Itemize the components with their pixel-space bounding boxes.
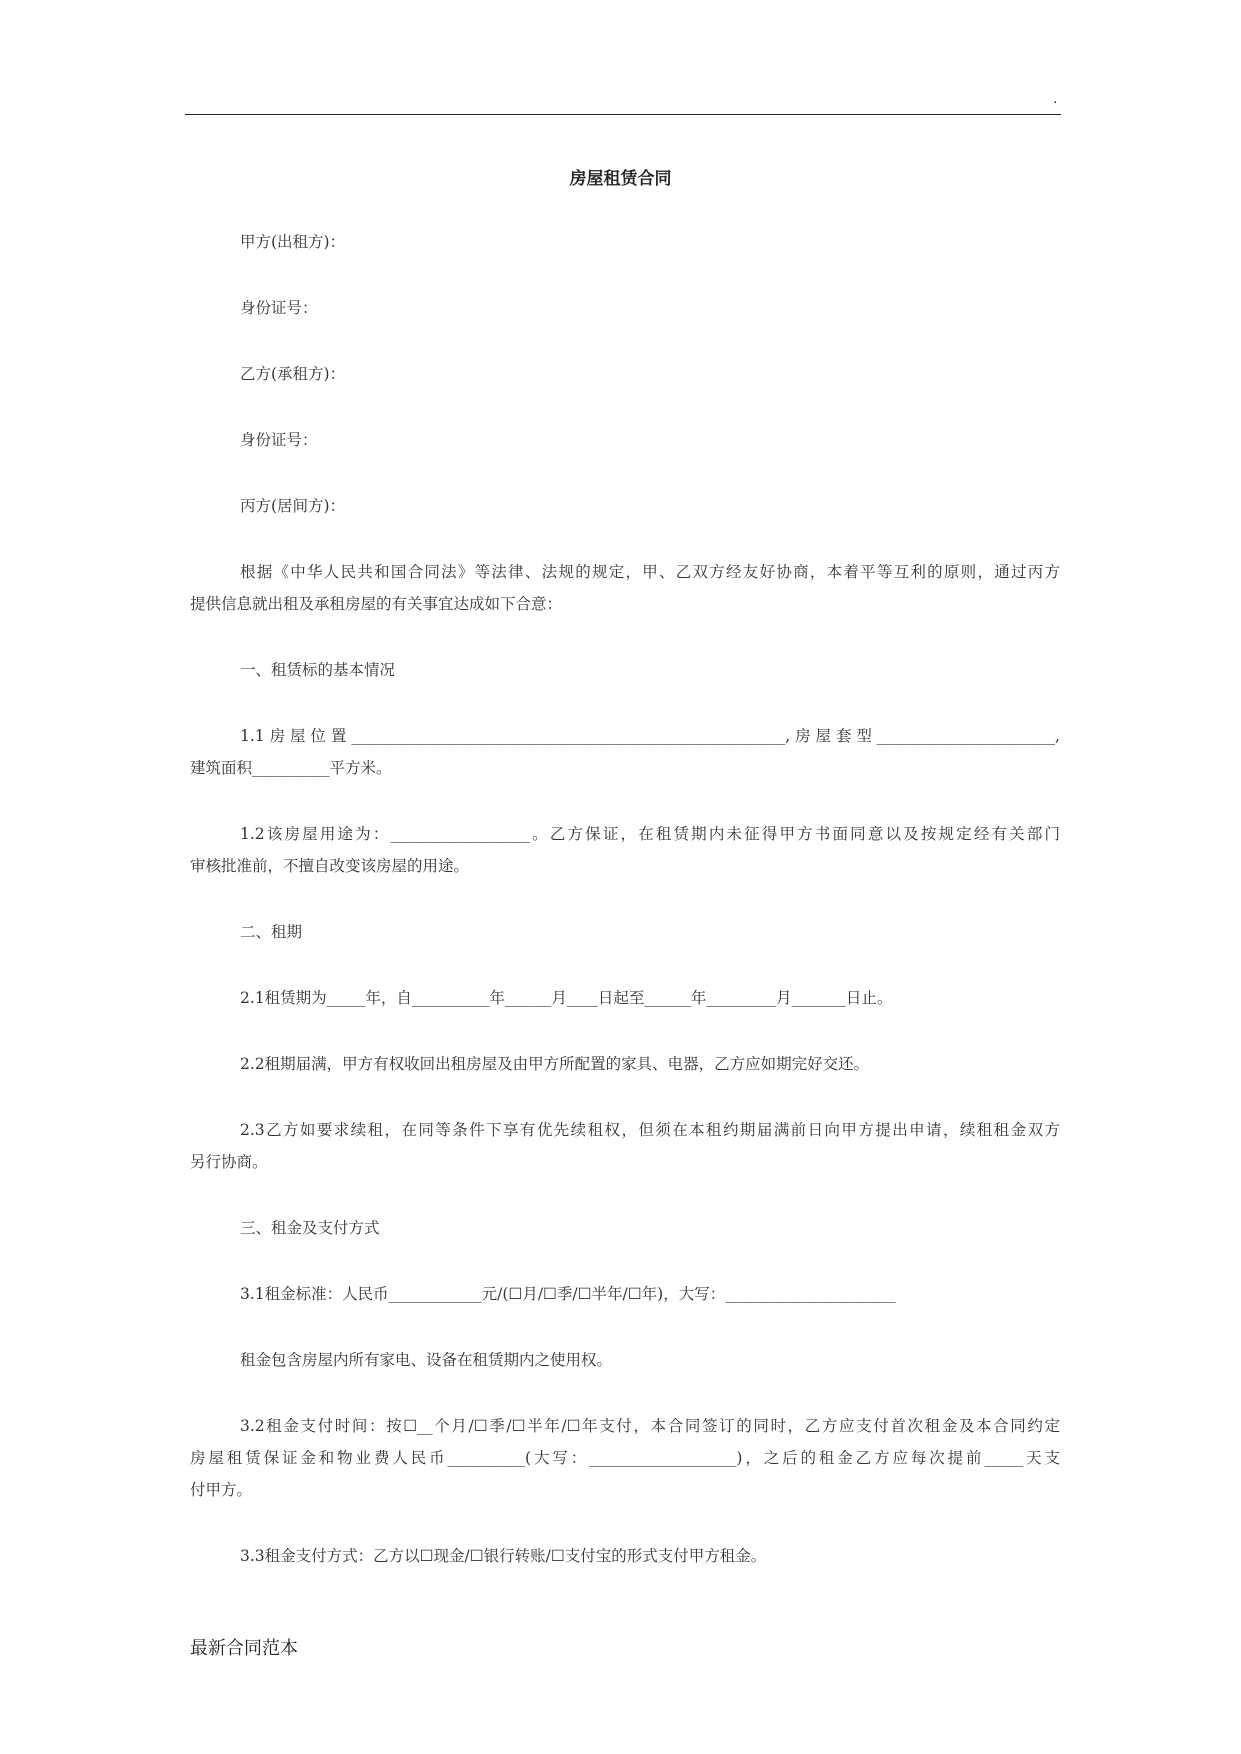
clause-line: 建筑面积__________平方米。 bbox=[190, 759, 392, 777]
page-title: 房屋租赁合同 bbox=[569, 169, 672, 189]
intro-line: 根据《中华人民共和国合同法》等法律、法规的规定，甲、乙双方经友好协商，本着平等互利的原则，通过丙方 bbox=[240, 563, 1060, 581]
party-c-label: 丙方(居间方)： bbox=[240, 497, 346, 515]
clause-line: 1.2该房屋用途为：__________________。乙方保证，在租赁期内未征得甲方书面同意以及按规定经有关部门 bbox=[240, 825, 1060, 843]
clause-2-1: 2.1租赁期为_____年，自__________年______月____日起至______年_________月_______日止。 bbox=[240, 989, 893, 1007]
intro-paragraph bbox=[190, 556, 1060, 620]
clause-line: 付甲方。 bbox=[190, 1481, 253, 1499]
clause-line: 2.3乙方如要求续租，在同等条件下享有优先续租权，但须在本租约期届满前日向甲方提出申请，续租租金双方 bbox=[240, 1121, 1060, 1139]
section-heading-3: 三、租金及支付方式 bbox=[240, 1219, 380, 1237]
party-a-id-label: 身份证号： bbox=[240, 299, 318, 317]
clause-1-2 bbox=[190, 818, 1060, 882]
clause-3-1: 3.1租金标准：人民币____________元/(☐月/☐季/☐半年/☐年)，大写：______________________ bbox=[240, 1285, 896, 1303]
clause-line: 另行协商。 bbox=[190, 1153, 268, 1171]
contract-body bbox=[190, 226, 1060, 1572]
section-heading-2: 二、租期 bbox=[240, 923, 303, 941]
clause-line: 审核批准前，不擅自改变该房屋的用途。 bbox=[190, 857, 470, 875]
party-b-id-label: 身份证号： bbox=[240, 431, 318, 449]
party-b-label: 乙方(承租方)： bbox=[240, 365, 346, 383]
intro-line: 提供信息就出租及承租房屋的有关事宜达成如下合意： bbox=[190, 595, 563, 613]
header-mark: . bbox=[1053, 90, 1058, 107]
clause-3-2 bbox=[190, 1410, 1060, 1506]
clause-2-3 bbox=[190, 1114, 1060, 1178]
party-a-label: 甲方(出租方)： bbox=[240, 233, 346, 251]
clause-3-1-note: 租金包含房屋内所有家电、设备在租赁期内之使用权。 bbox=[240, 1351, 613, 1369]
clause-line: 房屋租赁保证金和物业费人民币__________(大写：___________________)，之后的租金乙方应每次提前_____天支 bbox=[190, 1449, 1060, 1467]
clause-line: 1.1房屋位置________________________________________________________,房屋套型_______________________, bbox=[240, 727, 1060, 745]
clause-1-1 bbox=[190, 720, 1060, 784]
clause-line: 3.2租金支付时间：按☐__个月/☐季/☐半年/☐年支付，本合同签订的同时，乙方应支付首次租金及本合同约定 bbox=[240, 1417, 1060, 1435]
clause-2-2: 2.2租期届满，甲方有权收回出租房屋及由甲方所配置的家具、电器，乙方应如期完好交还。 bbox=[240, 1055, 870, 1073]
footer-text: 最新合同范本 bbox=[190, 1638, 298, 1659]
header-rule bbox=[185, 114, 1061, 115]
section-heading-1: 一、租赁标的基本情况 bbox=[240, 661, 396, 679]
clause-3-3: 3.3租金支付方式：乙方以☐现金/☐银行转账/☐支付宝的形式支付甲方租金。 bbox=[240, 1547, 767, 1565]
